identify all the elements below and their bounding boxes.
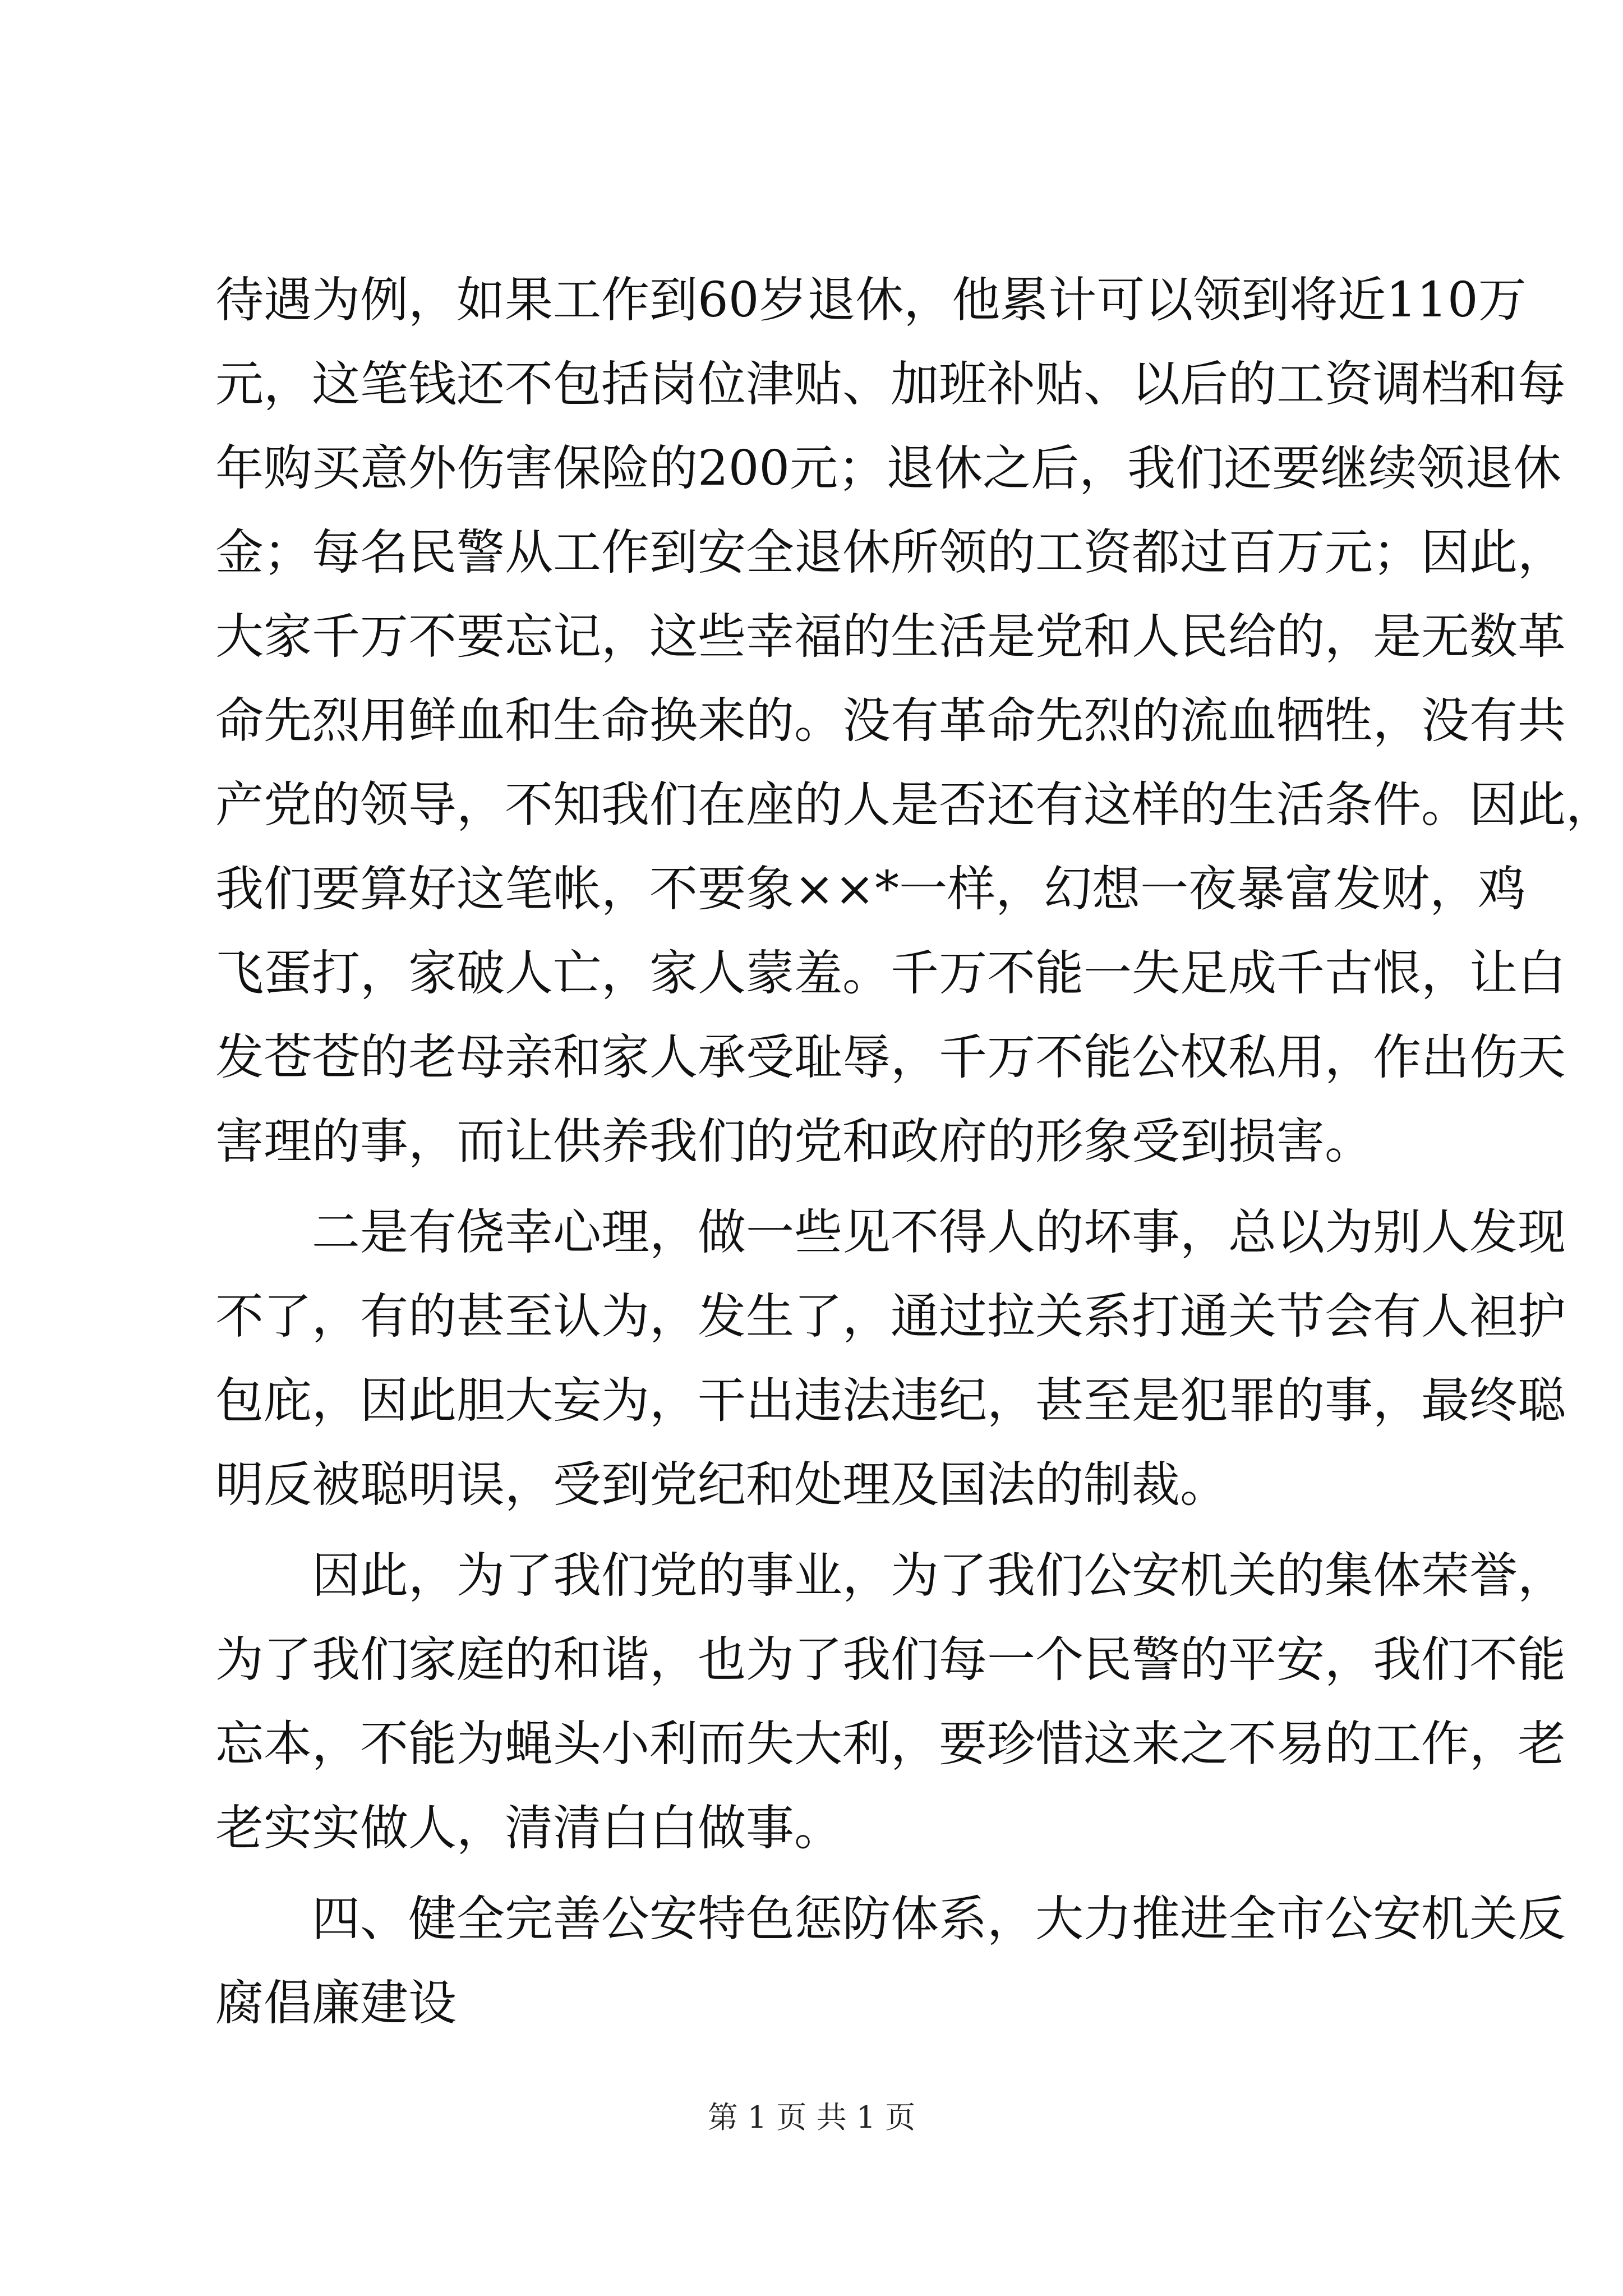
paragraph-1 [215,258,1614,1184]
text-line: 忘本，不能为蝇头小利而失大利，要珍惜这来之不易的工作，老 [215,1716,1566,1772]
section-heading-line: 腐倡廉建设 [215,1975,457,2031]
document-body [215,258,1614,2052]
text-line: 大家千万不要忘记，这些幸福的生活是党和人民给的，是无数革 [215,609,1566,665]
text-line: 金；每名民警从工作到安全退休所领的工资都过百万元；因此， [215,524,1566,581]
paragraph-3 [215,1534,1566,1870]
text-line: 年购买意外伤害保险的200元；退休之后，我们还要继续领退休 [215,440,1562,496]
text-line: 产党的领导，不知我们在座的人是否还有这样的生活条件。因此， [215,777,1614,833]
text-line: 为了我们家庭的和谐，也为了我们每一个民警的平安，我们不能 [215,1632,1566,1688]
text-line: 我们要算好这笔帐，不要象××*一样，幻想一夜暴富发财，鸡 [215,861,1527,917]
text-line: 发苍苍的老母亲和家人承受耻辱，千万不能公权私用，作出伤天 [215,1029,1566,1085]
text-line: 命先烈用鲜血和生命换来的。没有革命先烈的流血牺牲，没有共 [215,693,1566,749]
text-line: 飞蛋打，家破人亡，家人蒙羞。千万不能一失足成千古恨，让白 [215,945,1566,1001]
text-line: 二是有侥幸心理，做一些见不得人的坏事，总以为别人发现 [312,1204,1566,1260]
text-line: 包庇，因此胆大妄为，干出违法违纪，甚至是犯罪的事，最终聪 [215,1373,1566,1429]
page-footer: 第 1 页 共 1 页 [707,2100,916,2135]
text-line: 明反被聪明误，受到党纪和处理及国法的制裁。 [215,1457,1228,1513]
text-line: 待遇为例，如果工作到60岁退休，他累计可以领到将近110万 [215,272,1527,328]
text-line: 元，这笔钱还不包括岗位津贴、加班补贴、以后的工资调档和每 [215,356,1566,412]
paragraph-2 [215,1190,1566,1527]
text-line: 不了，有的甚至认为，发生了，通过拉关系打通关节会有人袒护 [215,1289,1566,1345]
paragraph-4-heading [215,1877,1566,2045]
text-line: 因此，为了我们党的事业，为了我们公安机关的集体荣誉， [312,1548,1566,1604]
section-heading-line: 四、健全完善公安特色惩防体系，大力推进全市公安机关反 [312,1891,1566,1947]
text-line: 害理的事，而让供养我们的党和政府的形象受到损害。 [215,1114,1373,1170]
text-line: 老实实做人，清清白白做事。 [215,1800,842,1856]
